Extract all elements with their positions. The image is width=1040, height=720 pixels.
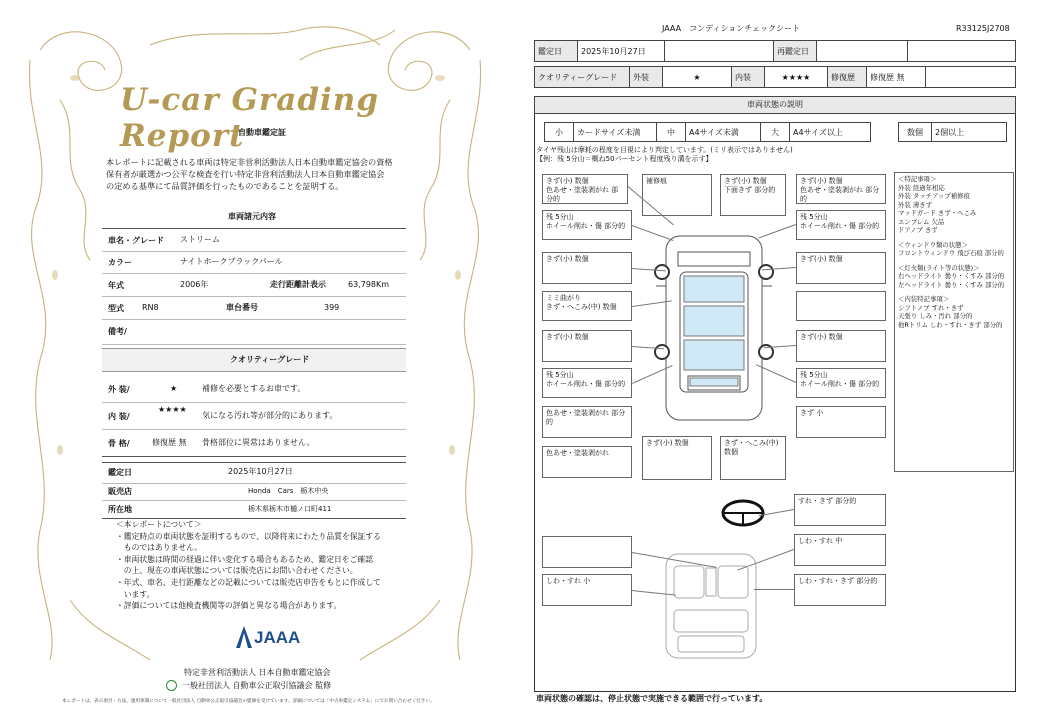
ext-label-cell: 外装	[629, 66, 663, 88]
chassis-label: 車台番号	[226, 303, 258, 312]
int-note-right-2: しわ・すれ・きず 部分的	[794, 574, 886, 606]
date-value-cell: 2025年10月27日	[577, 40, 665, 62]
leader-line	[754, 589, 794, 590]
special-item: 外装 経過年相応	[898, 183, 945, 192]
quality-heading: クオリティーグレード	[230, 355, 310, 364]
note-top-a: 補修痕	[642, 174, 712, 216]
certificate-subtitle: 自動車鑑定証	[238, 128, 286, 137]
dealer-value: Honda Cars 栃木中央	[248, 487, 329, 495]
spec-heading: 車両諸元内容	[228, 212, 276, 221]
note-text: きず(小) 数個	[546, 177, 589, 185]
org-line-2: 一般社団法人 自動車公正取引協議会 監修	[182, 681, 332, 690]
jaaa-logo-text: JAAA	[254, 628, 301, 647]
note-right-1: きず(小) 数個	[796, 252, 886, 284]
sheet-footer: 車両状態の確認は、停止状態で実施できる範囲で行っています。	[536, 694, 768, 703]
intro-line: 保有者が厳選かつ公平な検査を行い特定非営利活動法人日本自動車鑑定協会	[106, 169, 385, 179]
about-heading: ＜本レポートについて＞	[116, 520, 202, 529]
org-line-1: 特定非営利活動法人 日本自動車鑑定協会	[184, 668, 331, 677]
spec-row-model	[102, 297, 406, 320]
name-label: 車名・グレード	[108, 236, 164, 245]
repair-label-cell: 修復歴	[827, 66, 867, 88]
model-value: RN8	[142, 303, 159, 312]
spec-row-remarks	[102, 320, 406, 345]
note-left-0	[542, 174, 628, 204]
intro-text	[106, 156, 393, 192]
sheet-header: JAAA コンディションチェックシート	[662, 24, 801, 33]
frame-desc: 骨格部位に異常はありません。	[202, 438, 315, 447]
int-note-left-0	[542, 536, 632, 568]
color-label: カラー	[108, 258, 132, 267]
car-top-view-diagram	[644, 226, 784, 436]
tire-note-2: 【例：残 5分山＝概ね50パーセント程度残り溝を示す】	[536, 155, 713, 163]
special-item: 他Rトリム しわ・すれ・きず 部分的	[898, 320, 1003, 329]
left-footer-note: 本レポートは、表示項目・方法、運用体制について一般社団法人 自動車公正取引協議会の監修を受けています。詳細については「中古車鑑定システム」にてお問い合わせください。	[62, 699, 435, 704]
info-row-date	[102, 462, 406, 484]
special-item: フロントウィンドウ 飛び石痕 部分的	[898, 249, 1004, 257]
int-value-cell: ★★★★	[764, 66, 828, 88]
redate-label-cell: 再鑑定日	[773, 40, 817, 62]
quality-row-exterior	[102, 376, 406, 403]
note-left-3: ミミ曲がり きず・へこみ(中) 数個	[542, 291, 632, 321]
spec-row-color	[102, 251, 406, 274]
redate-value-cell[interactable]	[816, 40, 908, 62]
intro-line: の定める基準にて品質評価を行ったものであることを証明する。	[106, 181, 344, 191]
quality-label-cell: クオリティーグレード	[534, 66, 630, 88]
size-large-label: 大	[760, 122, 790, 142]
about-line: の上、現在の車両状態については販売店にお問い合わせください。	[116, 566, 358, 576]
date-label: 鑑定日	[108, 468, 132, 477]
special-item: ドアノブ きず	[898, 226, 938, 234]
int-note-left-1: しわ・すれ 小	[542, 574, 632, 606]
special-item: 外装 タッチアップ補修痕	[898, 192, 970, 200]
size-mid-label: 中	[656, 122, 686, 142]
size-small-label: 小	[544, 122, 574, 142]
note-text: 色あせ・塗装剥がれ 部分的	[546, 186, 619, 203]
frame-label: 骨 格/	[108, 439, 130, 448]
chassis-value: 399	[324, 303, 340, 312]
interior-label: 内 装/	[108, 412, 130, 421]
special-item: 右ヘッドライト 曇り・くすみ 部分的	[898, 272, 1005, 280]
remarks-label: 備考/	[108, 327, 127, 336]
kotoritsu-seal-icon	[166, 680, 177, 691]
note-right-0: 残 5分山 ホイール削れ・傷 部分的	[796, 210, 886, 240]
special-item: ＜内装特記事項＞	[898, 295, 950, 303]
note-top-c: きず(小) 数個 色あせ・塗装剥がれ 部分的	[796, 174, 886, 204]
note-bottom-a: きず(小) 数個	[642, 436, 712, 480]
count-desc: 2個以上	[931, 122, 1007, 142]
repair-extra-cell	[925, 66, 1016, 88]
info-row-address	[102, 500, 406, 519]
address-label: 所在地	[108, 505, 132, 514]
redate-extra-cell	[907, 40, 1016, 62]
frame-value: 修復歴 無	[152, 438, 187, 447]
quality-row-frame	[102, 430, 406, 457]
int-label-cell: 内装	[731, 66, 765, 88]
dealer-label: 販売店	[108, 487, 132, 496]
special-item: 天張り しみ・汚れ 部分的	[898, 312, 973, 320]
model-label: 型式	[108, 304, 124, 313]
count-label: 数個	[898, 122, 932, 142]
about-line: ・評価については他検査機関等の評価と異なる場合があります。	[116, 601, 342, 611]
exterior-desc: 補修を必要とするお車です。	[202, 384, 306, 393]
spec-row-year	[102, 274, 406, 297]
report-title: U-car Grading Report	[120, 82, 380, 154]
special-item: ＜ウィンドウ類の状態＞	[898, 240, 968, 249]
mileage-value: 63,798Km	[348, 280, 390, 289]
state-heading: 車両状態の説明	[534, 96, 1016, 114]
special-title: ＜特記事項＞	[898, 175, 937, 183]
date-empty-cell	[664, 40, 774, 62]
mileage-label: 走行距離計表示	[270, 280, 326, 289]
note-bottom-b: きず・へこみ(中) 数個	[720, 436, 786, 480]
note-right-3: きず(小) 数個	[796, 330, 886, 362]
date-label-cell: 鑑定日	[534, 40, 578, 62]
steering-wheel-icon	[720, 496, 766, 530]
about-section	[116, 519, 381, 612]
about-line: います。	[116, 589, 155, 599]
jaaa-logo-mark	[236, 626, 252, 648]
special-item: ＜灯火類(ライト等の状態)＞	[898, 263, 980, 272]
interior-desc: 気になる汚れ等が部分的にあります。	[202, 411, 338, 420]
interior-stars: ★★★★	[158, 405, 187, 414]
tire-note-1: タイヤ残山は摩耗の程度を目視により判定しています。(ミリ表示ではありません)	[536, 146, 793, 154]
exterior-stars: ★	[170, 384, 178, 393]
color-value: ナイトホークブラックパール	[180, 257, 283, 266]
spec-row-name	[102, 228, 406, 252]
document-id: R33125J2708	[956, 24, 1010, 33]
note-left-4: きず(小) 数個	[542, 330, 632, 362]
special-item: マッドガード きず・へこみ	[898, 209, 977, 217]
certificate-panel	[0, 0, 512, 720]
special-item: シフトノブ すれ・きず	[898, 303, 964, 312]
note-left-7: 色あせ・塗装剥がれ	[542, 446, 632, 478]
condition-check-sheet	[530, 0, 1040, 720]
ext-value-cell: ★	[662, 66, 732, 88]
special-item: 左ヘッドライト 曇り・くすみ 部分的	[898, 280, 1005, 289]
special-notes-box	[894, 172, 1014, 472]
note-left-5: 残 5分山 ホイール削れ・傷 部分的	[542, 368, 632, 398]
about-line: ・年式、車名、走行距離などの記載については販売店申告をもとに作成して	[116, 577, 381, 587]
about-line: ・車両状態は時間の経過に伴い変化する場合もあるため、鑑定日をご確認	[116, 554, 373, 564]
date-value: 2025年10月27日	[228, 467, 293, 476]
year-value: 2006年	[180, 280, 209, 289]
note-right-4: 残 5分山 ホイール削れ・傷 部分的	[796, 368, 886, 398]
size-large-desc: A4サイズ以上	[789, 122, 871, 142]
about-line: ものではありません。	[116, 543, 203, 553]
size-small-desc: カードサイズ未満	[573, 122, 657, 142]
int-note-right-0: すれ・きず 部分的	[794, 494, 886, 526]
address-value: 栃木県栃木市樋ノ口町411	[248, 505, 332, 513]
note-left-2: きず(小) 数個	[542, 252, 632, 284]
special-item: エンブレム 欠品	[898, 217, 945, 226]
int-note-right-1: しわ・すれ 中	[794, 534, 886, 566]
repair-value-cell: 修復歴 無	[866, 66, 926, 88]
name-value: ストリーム	[180, 235, 220, 244]
info-row-dealer	[102, 482, 406, 501]
note-right-2	[796, 291, 886, 321]
exterior-label: 外 装/	[108, 385, 130, 394]
note-top-b: きず(小) 数個 下面きず 部分的	[720, 174, 786, 216]
year-label: 年式	[108, 281, 124, 290]
about-line: ・鑑定時点の車両状態を証明するもので、以降将来にわたり品質を保証する	[116, 531, 381, 541]
quality-heading-band	[102, 348, 406, 372]
special-item: 外装 薄きず	[898, 200, 932, 209]
note-left-6: 色あせ・塗装剥がれ 部分的	[542, 406, 632, 438]
note-left-1: 残 5分山 ホイール削れ・傷 部分的	[542, 210, 632, 240]
quality-row-interior	[102, 403, 406, 430]
size-mid-desc: A4サイズ未満	[685, 122, 761, 142]
note-right-5: きず 小	[796, 406, 886, 438]
intro-line: 本レポートに記載される車両は特定非営利活動法人日本自動車鑑定協会の資格	[106, 157, 393, 167]
